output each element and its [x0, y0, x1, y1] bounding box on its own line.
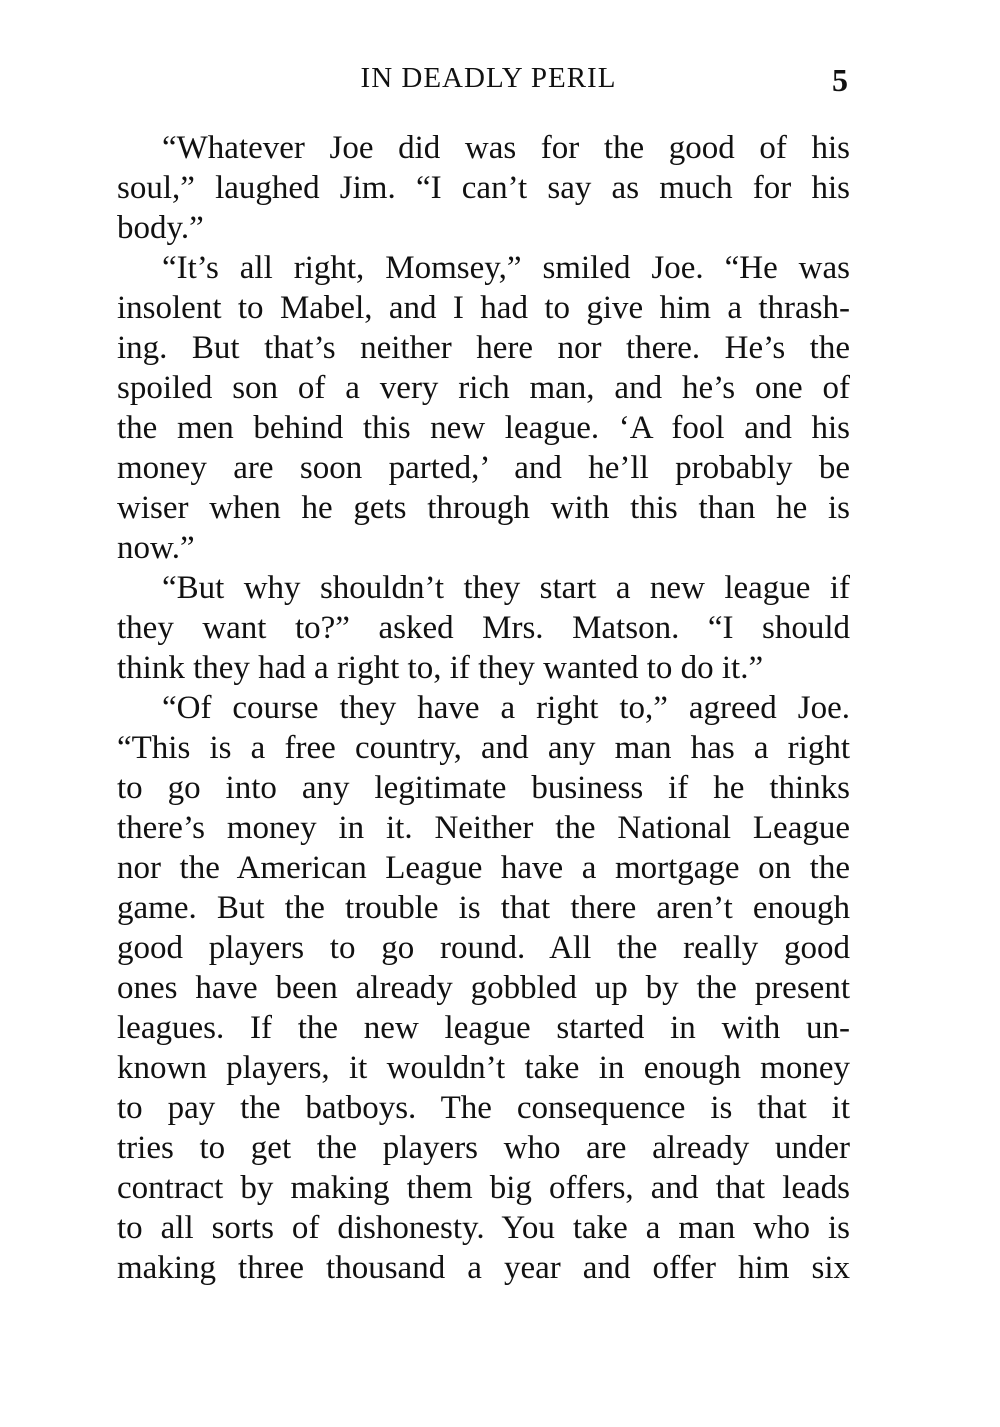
text-line: insolent to Mabel, and I had to give him a thrash-: [117, 290, 850, 326]
text-line: nor the American League have a mortgage on the: [117, 850, 850, 886]
text-line: to go into any legitimate business if he thinks: [117, 770, 850, 806]
text-line: now.”: [117, 530, 195, 566]
text-line: to pay the batboys. The consequence is that it: [117, 1090, 850, 1126]
text-line: “This is a free country, and any man has a right: [117, 730, 850, 766]
text-line: good players to go round. All the really good: [117, 930, 850, 966]
text-line: there’s money in it. Neither the National League: [117, 810, 850, 846]
text-line: “But why shouldn’t they start a new league if: [162, 570, 850, 606]
text-line: body.”: [117, 210, 204, 246]
text-line: known players, it wouldn’t take in enough money: [117, 1050, 850, 1086]
page-number: 5: [832, 62, 848, 98]
text-line: soul,” laughed Jim. “I can’t say as much for his: [117, 170, 850, 206]
text-line: “Of course they have a right to,” agreed Joe.: [162, 690, 850, 726]
text-line: think they had a right to, if they wanted to do it.”: [117, 650, 764, 686]
text-line: “It’s all right, Momsey,” smiled Joe. “He was: [162, 250, 850, 286]
text-line: wiser when he gets through with this than he is: [117, 490, 850, 526]
text-line: ing. But that’s neither here nor there. He’s the: [117, 330, 850, 366]
text-line: making three thousand a year and offer him six: [117, 1250, 850, 1286]
text-line: tries to get the players who are already under: [117, 1130, 850, 1166]
text-line: to all sorts of dishonesty. You take a man who is: [117, 1210, 850, 1246]
text-line: spoiled son of a very rich man, and he’s one of: [117, 370, 850, 406]
body-text: [117, 128, 850, 1288]
text-line: game. But the trouble is that there aren’t enough: [117, 890, 850, 926]
text-line: contract by making them big offers, and that leads: [117, 1170, 850, 1206]
text-line: leagues. If the new league started in with un-: [117, 1010, 850, 1046]
text-line: they want to?” asked Mrs. Matson. “I should: [117, 610, 850, 646]
text-line: the men behind this new league. ‘A fool and his: [117, 410, 850, 446]
text-line: “Whatever Joe did was for the good of his: [162, 130, 850, 166]
running-title: IN DEADLY PERIL: [360, 62, 617, 94]
text-line: money are soon parted,’ and he’ll probably be: [117, 450, 850, 486]
running-head: [117, 58, 850, 98]
text-line: ones have been already gobbled up by the present: [117, 970, 850, 1006]
